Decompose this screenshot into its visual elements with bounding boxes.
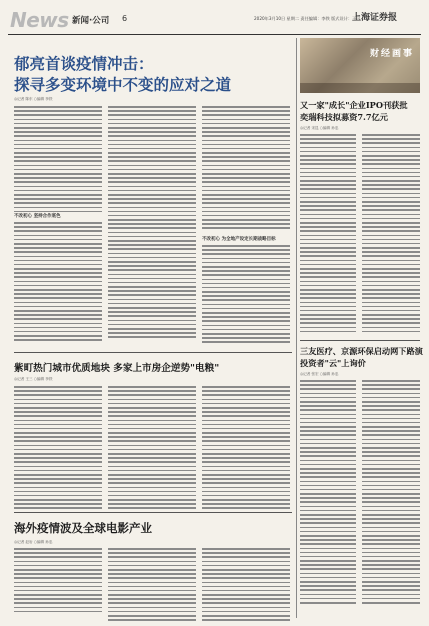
paper-name: 上海证券报 xyxy=(352,13,398,23)
right-bottom-body-col-2 xyxy=(362,380,420,606)
lead-body-col-3 xyxy=(202,106,290,232)
lead-body-col-3b xyxy=(202,245,290,346)
right-top-headline-2: 奕瑞科技拟募资7.7亿元 xyxy=(300,112,388,122)
news-photo xyxy=(300,38,420,93)
page-number: 6 xyxy=(122,14,128,23)
photo-caption: 财经画事 xyxy=(369,49,414,59)
bottom-byline: ◎记者 赵岩 ○编辑 孙忠 xyxy=(14,540,53,544)
right-bottom-body-col-1 xyxy=(300,380,356,606)
right-bottom-byline: ◎记者 张宏 ○编辑 孙忠 xyxy=(300,372,339,376)
column-divider xyxy=(296,38,297,618)
lead-body-col-1b xyxy=(14,222,102,343)
bottom-body-col-3 xyxy=(202,548,290,623)
middle-body-col-3 xyxy=(202,386,290,512)
lead-subhead-2: 不改初心 为全地产设定长期战略目标 xyxy=(202,237,276,242)
right-column-rule xyxy=(300,340,420,341)
middle-headline: 紫町热门城市优质地块 多家上市房企逆势"电粮" xyxy=(14,363,220,374)
news-logo: News xyxy=(10,8,69,32)
lead-headline-line-1: 郁亮首谈疫情冲击： xyxy=(14,54,154,73)
lead-bottom-rule xyxy=(14,352,292,353)
middle-body-col-2 xyxy=(108,386,196,512)
middle-byline: ◎记者 王三 ○编辑 李铁 xyxy=(14,377,53,381)
middle-body-col-1 xyxy=(14,386,102,512)
right-top-body-col-1 xyxy=(300,134,356,335)
bottom-headline: 海外疫情波及全球电影产业 xyxy=(14,521,152,535)
date-line: 2020年3月10日 星期二 责任编辑：李铁 版式设计：王可 xyxy=(254,16,361,21)
bottom-body-col-1 xyxy=(14,548,102,615)
section-name: 新闻·公司 xyxy=(72,16,110,26)
lead-body-col-2 xyxy=(108,106,196,341)
right-top-headline-1: 又一家"成长"企业IPO刊获批 xyxy=(300,100,408,110)
right-top-byline: ◎记者 宋昆 ○编辑 孙忠 xyxy=(300,126,339,130)
middle-bottom-rule xyxy=(14,512,292,513)
right-bottom-headline-1: 三友医疗、京源环保启动网下路演 xyxy=(300,346,423,356)
header-rule xyxy=(8,34,421,35)
lead-headline-line-2: 探寻多变环境中不变的应对之道 xyxy=(14,75,232,94)
lead-byline: ◎记者 陈东 ○编辑 李铁 xyxy=(14,97,53,101)
bottom-body-col-2 xyxy=(108,548,196,623)
right-bottom-headline-2: 投资者"云"上询价 xyxy=(300,358,366,368)
lead-body-col-1 xyxy=(14,106,102,215)
lead-subhead-1: 不改初心 坚持合作底色 xyxy=(14,214,61,219)
page-header xyxy=(0,0,429,34)
right-top-body-col-2 xyxy=(362,134,420,335)
